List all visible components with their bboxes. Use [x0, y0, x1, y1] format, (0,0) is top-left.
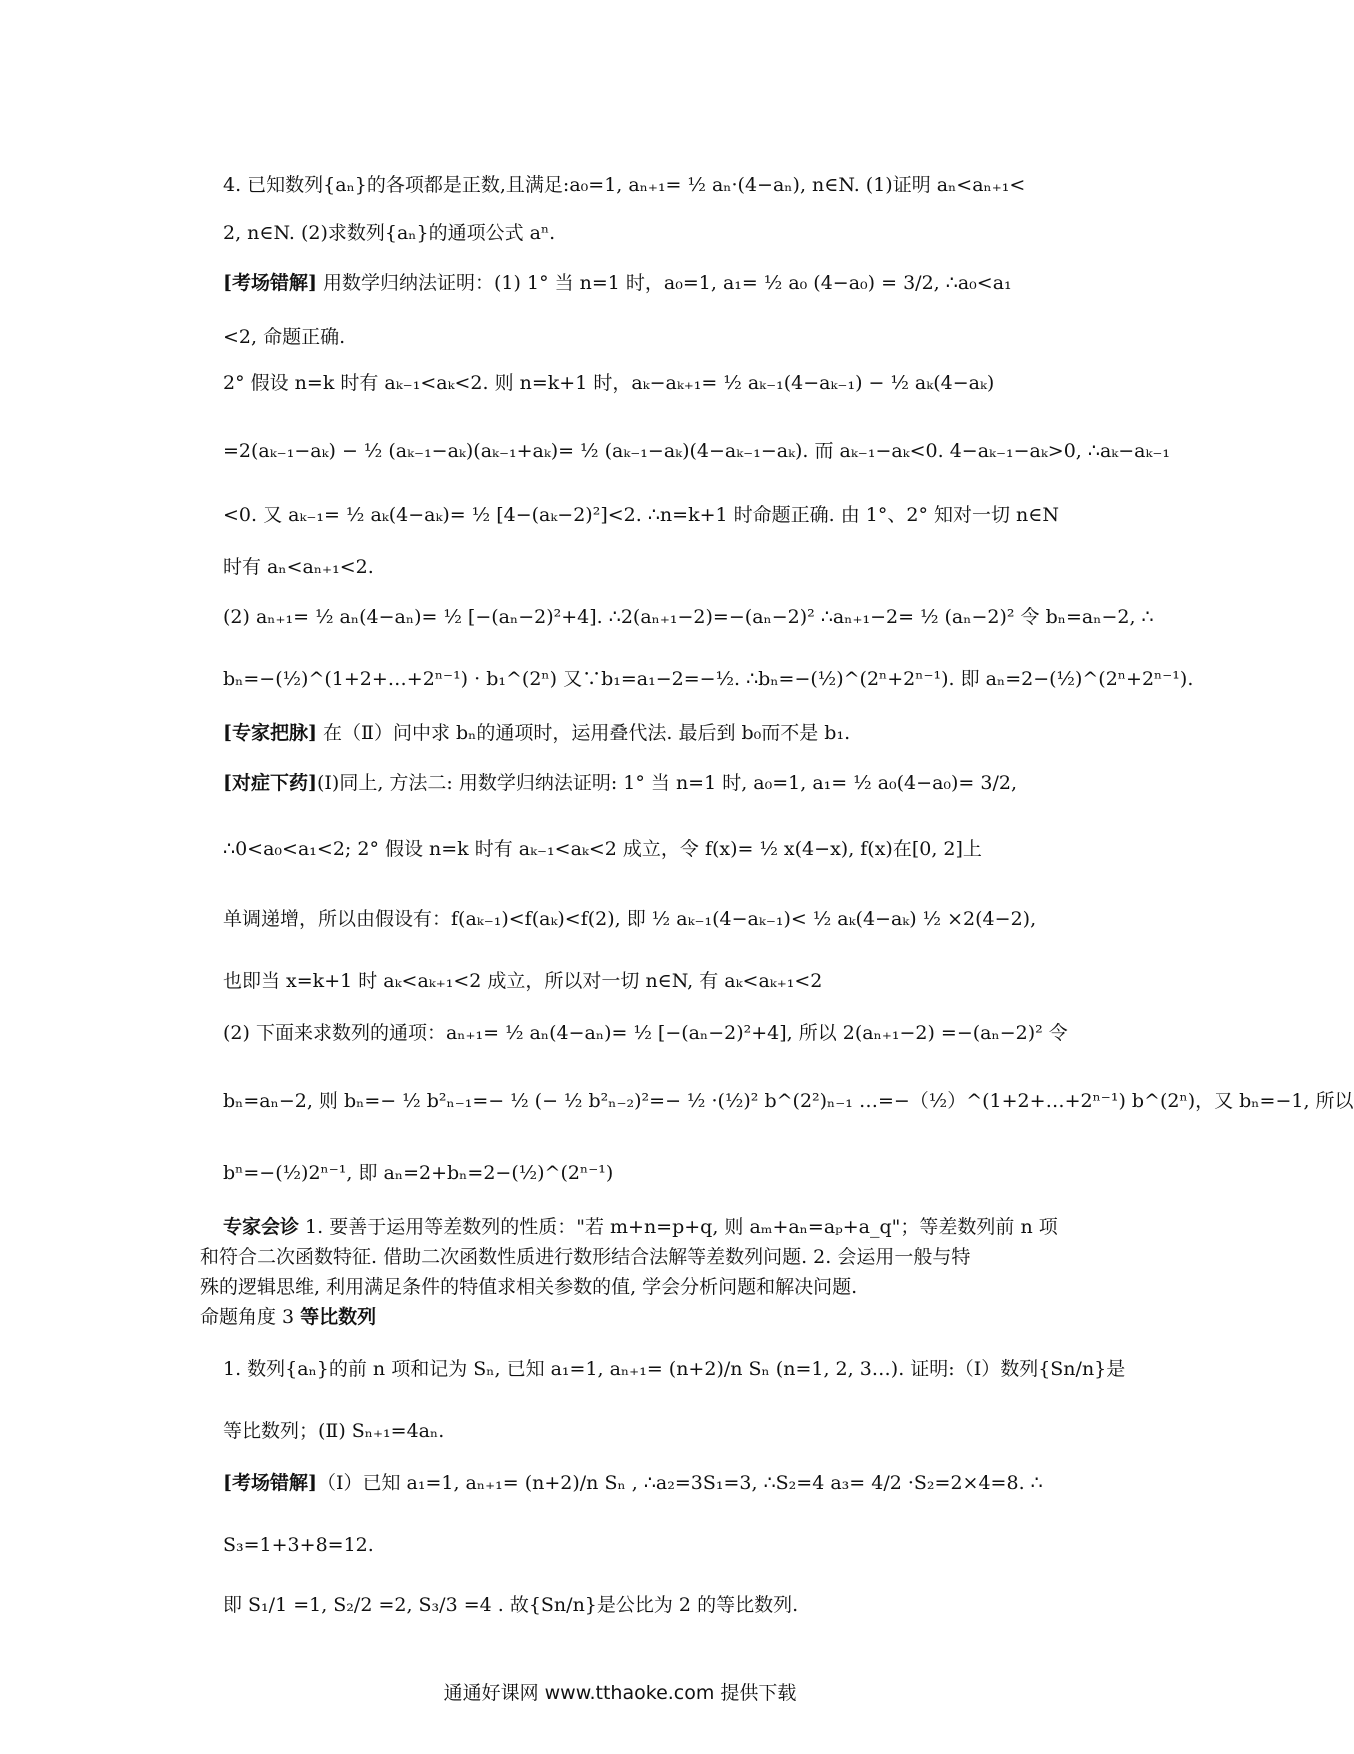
section-heading: 等比数列: [300, 1306, 377, 1328]
line-text: 用数学归纳法证明：(1) 1° 当 n=1 时，a₀=1, a₁= ½ a₀ (4−a₀) = 3/2, ∴a₀<a₁: [316, 272, 1012, 294]
section-label: [考场错解]: [223, 272, 317, 294]
text-line: [223, 834, 982, 864]
text-line: [223, 1354, 1125, 1384]
text-line: [200, 1272, 857, 1302]
line-text: 时有 aₙ<aₙ₊₁<2.: [223, 556, 374, 578]
line-text: 在（Ⅱ）问中求 bₙ的通项时，运用叠代法. 最后到 b₀而不是 b₁.: [316, 722, 851, 744]
line-text: bₙ=aₙ−2, 则 bₙ=− ½ b²ₙ₋₁=− ½ (− ½ b²ₙ₋₂)²=− ½ ·(½)² b^(2²)ₙ₋₁ …=−（½）^(1+2+…+2ⁿ⁻¹) b^(2ⁿ)，又 bₙ=−1, 所以: [223, 1090, 1354, 1112]
text-line: [223, 1212, 1058, 1242]
line-text: 2° 假设 n=k 时有 aₖ₋₁<aₖ<2. 则 n=k+1 时，aₖ−aₖ₊₁= ½ aₖ₋₁(4−aₖ₋₁) − ½ aₖ(4−aₖ): [223, 372, 995, 394]
line-text: S₃=1+3+8=12.: [223, 1534, 374, 1556]
section-label: 专家会诊: [223, 1216, 300, 1238]
line-text: （Ⅰ）已知 a₁=1, aₙ₊₁= (n+2)/n Sₙ , ∴a₂=3S₁=3, ∴S₂=4 a₃= 4/2 ·S₂=2×4=8. ∴: [316, 1472, 1043, 1494]
section-label: [考场错解]: [223, 1472, 317, 1494]
line-text: ∴0<a₀<a₁<2; 2° 假设 n=k 时有 aₖ₋₁<aₖ<2 成立，令 f(x)= ½ x(4−x), f(x)在[0, 2]上: [223, 838, 982, 860]
line-text: 1. 要善于运用等差数列的性质："若 m+n=p+q, 则 aₘ+aₙ=aₚ+a_q"；等差数列前 n 项: [299, 1216, 1058, 1238]
text-line: [200, 1302, 376, 1332]
line-text: (Ⅰ)同上, 方法二: 用数学归纳法证明: 1° 当 n=1 时, a₀=1, a₁= ½ a₀(4−a₀)= 3/2,: [316, 772, 1017, 794]
line-text: 和符合二次函数特征. 借助二次函数性质进行数形结合法解等差数列问题. 2. 会运用一般与特: [200, 1246, 971, 1268]
line-text: (2) aₙ₊₁= ½ aₙ(4−aₙ)= ½ [−(aₙ−2)²+4]. ∴2(aₙ₊₁−2)=−(aₙ−2)² ∴aₙ₊₁−2= ½ (aₙ−2)² 令 bₙ=aₙ−2, ∴: [223, 606, 1154, 628]
text-line: [200, 1242, 970, 1272]
text-line: [223, 1158, 613, 1188]
text-line: [223, 268, 1012, 298]
line-text: 1. 数列{aₙ}的前 n 项和记为 Sₙ, 已知 a₁=1, aₙ₊₁= (n+2)/n Sₙ (n=1, 2, 3…). 证明:（Ⅰ）数列{Sn/n}是: [223, 1358, 1126, 1380]
text-line: [223, 552, 374, 582]
text-line: [223, 602, 1154, 632]
line-text: (2) 下面来求数列的通项：aₙ₊₁= ½ aₙ(4−aₙ)= ½ [−(aₙ−2)²+4], 所以 2(aₙ₊₁−2) =−(aₙ−2)² 令: [223, 1022, 1068, 1044]
text-line: [223, 322, 345, 352]
section-label: [专家把脉]: [223, 722, 317, 744]
text-line: [223, 1018, 1068, 1048]
line-text: bₙ=−(½)^(1+2+…+2ⁿ⁻¹) · b₁^(2ⁿ) 又∵b₁=a₁−2=−½. ∴bₙ=−(½)^(2ⁿ+2ⁿ⁻¹). 即 aₙ=2−(½)^(2ⁿ+2ⁿ⁻¹).: [223, 668, 1194, 690]
text-line: [223, 1468, 1043, 1498]
line-text: =2(aₖ₋₁−aₖ) − ½ (aₖ₋₁−aₖ)(aₖ₋₁+aₖ)= ½ (aₖ₋₁−aₖ)(4−aₖ₋₁−aₖ). 而 aₖ₋₁−aₖ<0. 4−aₖ₋₁−aₖ>0, ∴aₖ−aₖ₋₁: [223, 440, 1171, 462]
text-line: [223, 1530, 374, 1560]
line-text: 命题角度 3: [200, 1306, 301, 1328]
text-line: [223, 500, 1059, 530]
line-text: 单调递增，所以由假设有：f(aₖ₋₁)<f(aₖ)<f(2), 即 ½ aₖ₋₁(4−aₖ₋₁)< ½ aₖ(4−aₖ) ½ ×2(4−2),: [223, 908, 1037, 930]
text-line: [223, 966, 822, 996]
text-line: [223, 218, 555, 248]
line-text: 殊的逻辑思维, 利用满足条件的特值求相关参数的值, 学会分析问题和解决问题.: [200, 1276, 858, 1298]
text-line: [223, 768, 1017, 798]
text-line: [223, 1590, 798, 1620]
line-text: 等比数列；(Ⅱ) Sₙ₊₁=4aₙ.: [223, 1420, 445, 1442]
text-line: [223, 718, 850, 748]
line-text: <0. 又 aₖ₋₁= ½ aₖ(4−aₖ)= ½ [4−(aₖ−2)²]<2. ∴n=k+1 时命题正确. 由 1°、2° 知对一切 n∈N: [223, 504, 1059, 526]
line-text: 也即当 x=k+1 时 aₖ<aₖ₊₁<2 成立，所以对一切 n∈N, 有 aₖ<aₖ₊₁<2: [223, 970, 823, 992]
line-text: <2, 命题正确.: [223, 326, 346, 348]
text-line: [223, 436, 1170, 466]
line-text: 即 S₁/1 =1, S₂/2 =2, S₃/3 =4 . 故{Sn/n}是公比为 2 的等比数列.: [223, 1594, 799, 1616]
line-text: 2, n∈N. (2)求数列{aₙ}的通项公式 aⁿ.: [223, 222, 556, 244]
text-line: [223, 904, 1036, 934]
page-footer: 通通好课网 www.tthaoke.com 提供下载: [443, 1682, 797, 1704]
line-text: bⁿ=−(½)2ⁿ⁻¹, 即 aₙ=2+bₙ=2−(½)^(2ⁿ⁻¹): [223, 1162, 614, 1184]
text-line: [223, 1086, 1354, 1116]
section-label: [对症下药]: [223, 772, 317, 794]
text-line: [223, 664, 1193, 694]
line-text: 4. 已知数列{aₙ}的各项都是正数,且满足:a₀=1, aₙ₊₁= ½ aₙ·(4−aₙ), n∈N. (1)证明 aₙ<aₙ₊₁<: [223, 174, 1026, 196]
text-line: [223, 1416, 444, 1446]
text-line: [223, 170, 1025, 200]
text-line: [223, 368, 994, 398]
